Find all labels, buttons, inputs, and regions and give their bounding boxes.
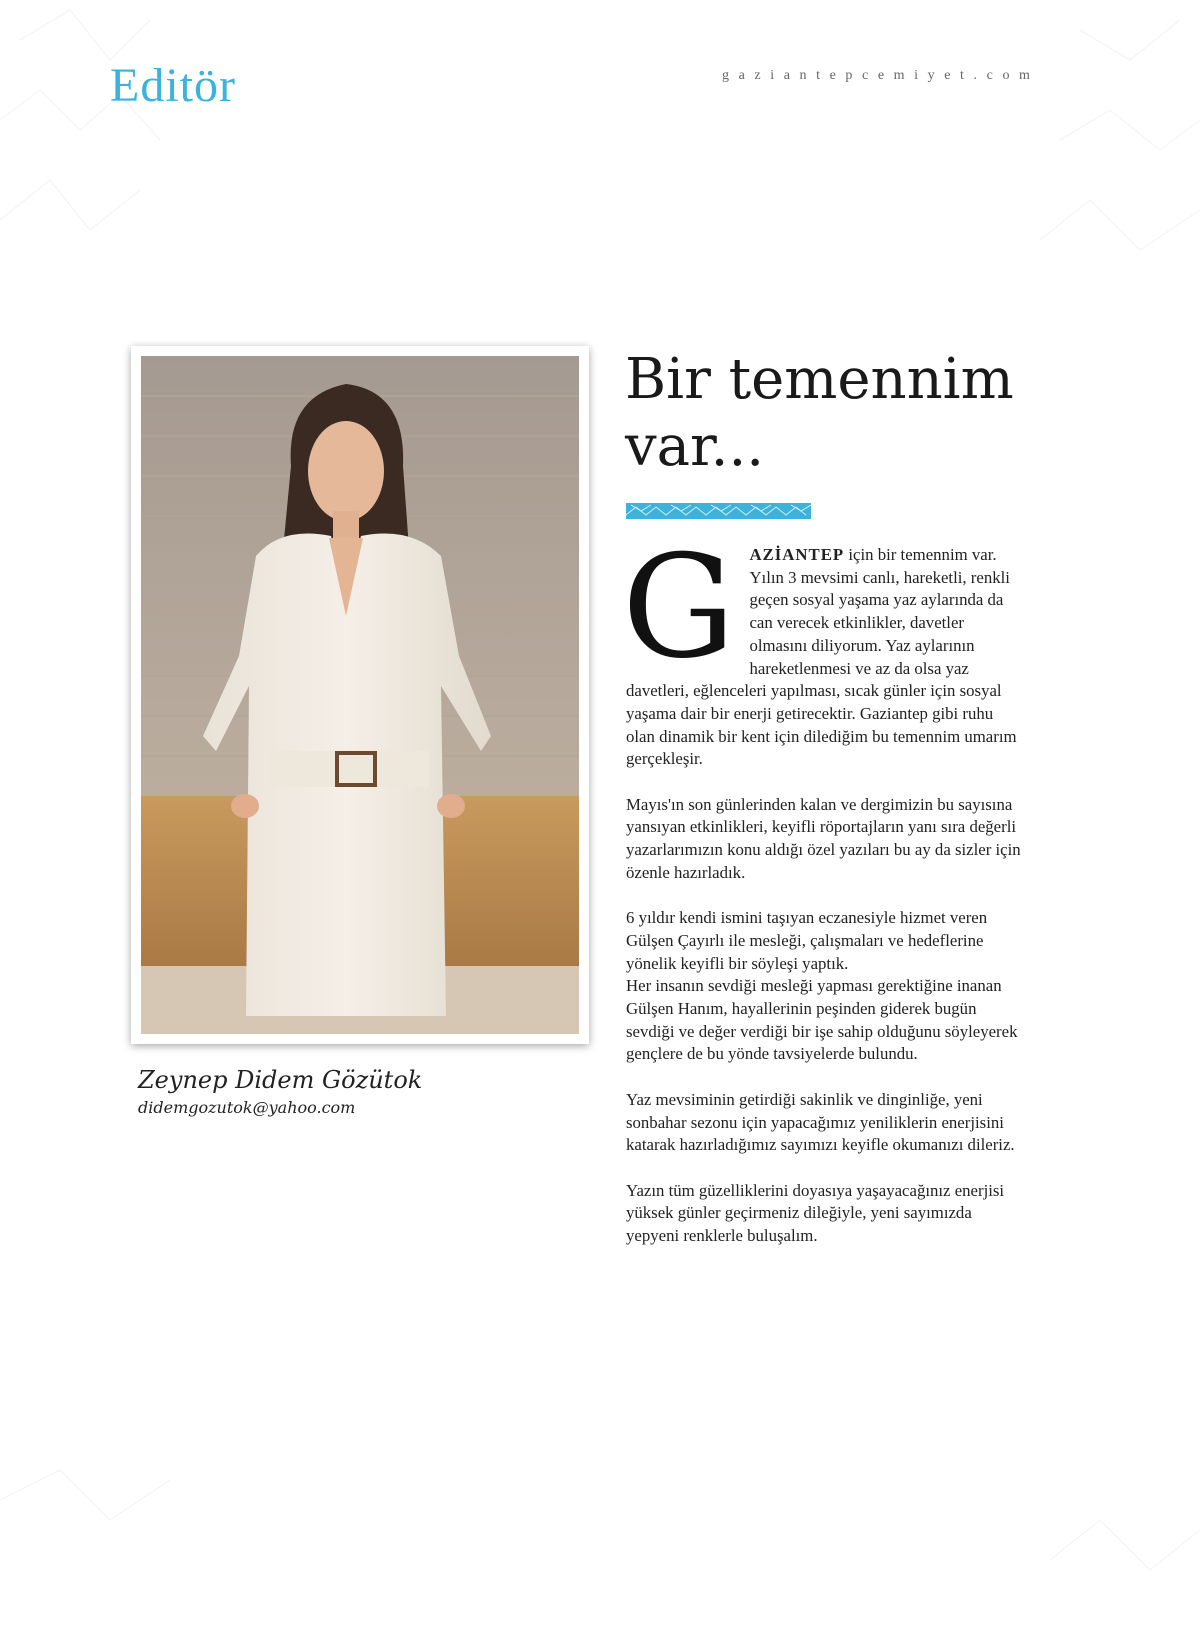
article-paragraph-4: Yaz mevsiminin getirdiği sakinlik ve dinginliğe, yeni sonbahar sezonu için yapacağımız yeniliklerin enerjisini katarak hazırladığımız sayımızı keyifle okumanızı dileriz. <box>626 1089 1015 1155</box>
paragraph-3a-text: 6 yıldır kendi ismini taşıyan eczanesiyle hizmet veren Gülşen Çayırlı ile mesleği, çalışmaları ve hedeflerine yönelik keyifli bir söyleşi yaptık. <box>626 908 988 973</box>
section-label: Editör <box>110 59 236 112</box>
author-photo <box>141 356 579 1034</box>
article-paragraph-2: Mayıs'ın son günlerinden kalan ve dergimizin bu sayısına yansıyan etkinlikleri, keyifli röportajların yanı sıra değerli yazarlarımızın konu aldığı özel yazıları bu ay da sizler için özenle hazırladık. <box>626 794 1021 882</box>
article-paragraph-3 <box>626 907 1024 1066</box>
site-url: gaziantepcemiyet.com <box>722 68 1040 83</box>
lead-word: AZİANTEP <box>749 545 845 564</box>
headline-line-2: var... <box>625 414 765 479</box>
author-email[interactable]: didemgozutok@yahoo.com <box>138 1098 356 1117</box>
author-name: Zeynep Didem Gözütok <box>138 1066 423 1094</box>
article-headline <box>625 346 1065 480</box>
headline-line-1: Bir temennim <box>625 347 1014 412</box>
headline-accent-bar <box>626 503 811 519</box>
article-paragraph-1 <box>622 525 1024 771</box>
article-paragraph-5: Yazın tüm güzelliklerini doyasıya yaşayacağınız enerjisi yüksek günler geçirmeniz dileğiyle, yeni sayımızda yepyeni renklerle buluşalım. <box>626 1180 1005 1246</box>
paragraph-1-text: için bir temennim var. Yılın 3 mevsimi canlı, hareketli, renkli geçen sosyal yaşama yaz aylarında da can verecek etkinlikler, davetler olmasını diliyorum. Yaz aylarının hareketlenmesi ve az da olsa yaz davetleri, eğlenceleri yapılması, sıcak günler için sosyal yaşama dair bir enerji getirecektir. Gaziantep gibi ruhu olan dinamik bir kent için dilediğim bu temennim umarım gerçekleşir. <box>626 545 1017 769</box>
author-photo-frame <box>131 346 589 1044</box>
article-body <box>622 525 1024 1270</box>
paragraph-3b-text: Her insanın sevdiği mesleği yapması gerektiğine inanan Gülşen Hanım, hayallerinin peşinden giderek bugün sevdiği ve değer verdiği bir işe sahip olduğunu söyleyerek gençlere de bu yönde tavsiyelerde bulundu. <box>626 976 1018 1064</box>
drop-cap: G <box>622 525 736 690</box>
